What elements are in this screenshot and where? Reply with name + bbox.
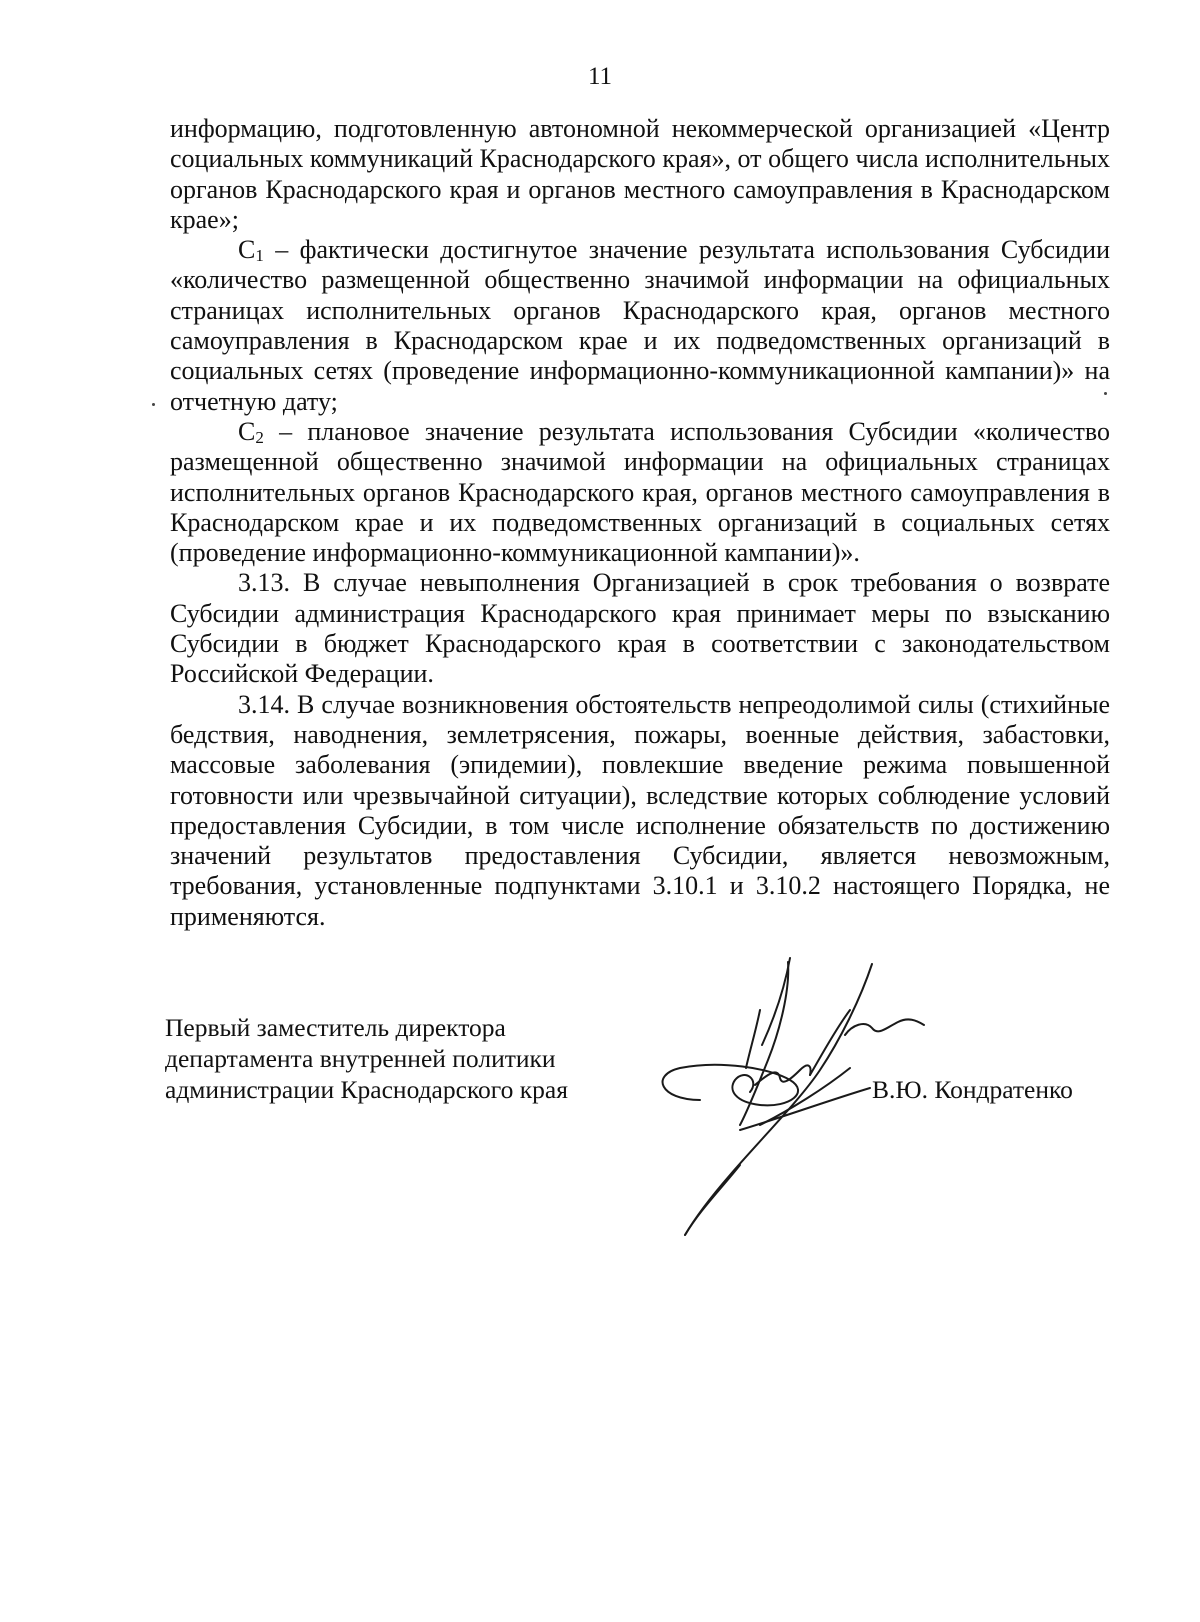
c1-subscript: 1 — [255, 246, 264, 266]
c1-symbol: C — [238, 235, 256, 265]
c2-subscript: 2 — [255, 427, 264, 447]
signatory-title — [165, 1012, 635, 1105]
signatory-title-line-3: администрации Краснодарского края — [165, 1075, 568, 1104]
c2-text: – плановое значение результата использования Субсидии «количество размещенной общественно значимой информации на официальных страницах исполнительных органов Краснодарского края, органов местного самоуправления в Краснодарском крае и их подведомственных организаций в социальных сетях (проведение информационно-коммуникационной кампании)». — [170, 416, 1110, 568]
document-body — [170, 114, 1110, 932]
signatory-title-line-2: департамента внутренней политики — [165, 1044, 556, 1073]
paragraph-continuation: информацию, подготовленную автономной некоммерческой организацией «Центр социальных коммуникаций Краснодарского края», от общего числа исполнительных органов Краснодарского края и органов местного самоуправления в Краснодарском крае»; — [170, 114, 1110, 234]
scan-speck — [152, 403, 155, 406]
paragraph-3-13: 3.13. В случае невыполнения Организацией в срок требования о возврате Субсидии администрация Краснодарского края принимает меры по взысканию Субсидии в бюджет Краснодарского края в соответствии с законодательством Российской Федерации. — [170, 568, 1110, 689]
paragraph-c1-definition — [170, 235, 1110, 417]
scan-speck — [1104, 392, 1107, 395]
signatory-name: В.Ю. Кондратенко — [872, 1075, 1073, 1104]
page-number: 11 — [587, 63, 613, 90]
signatory-title-line-1: Первый заместитель директора — [165, 1013, 506, 1042]
c2-symbol: C — [238, 416, 256, 446]
paragraph-3-14: 3.14. В случае возникновения обстоятельств непреодолимой силы (стихийные бедствия, наводнения, землетрясения, пожары, военные действия, забастовки, массовые заболевания (эпидемии), повлекшие введение режима повышенной готовности или чрезвычайной ситуации), вследствие которых соблюдение условий предоставления Субсидии, в том числе исполнение обязательств по достижению значений результатов предоставления Субсидии, является невозможным, требования, установленные подпунктами 3.10.1 и 3.10.2 настоящего Порядка, не применяются. — [170, 689, 1110, 931]
c1-text: – фактически достигнутое значение результата использования Субсидии «количество размещенной общественно значимой информации на официальных страницах исполнительных органов Краснодарского края, органов местного самоуправления в Краснодарском крае и их подведомственных организаций в социальных сетях (проведение информационно-коммуникационной кампании)» на отчетную дату; — [170, 235, 1110, 416]
paragraph-c2-definition — [170, 417, 1110, 568]
